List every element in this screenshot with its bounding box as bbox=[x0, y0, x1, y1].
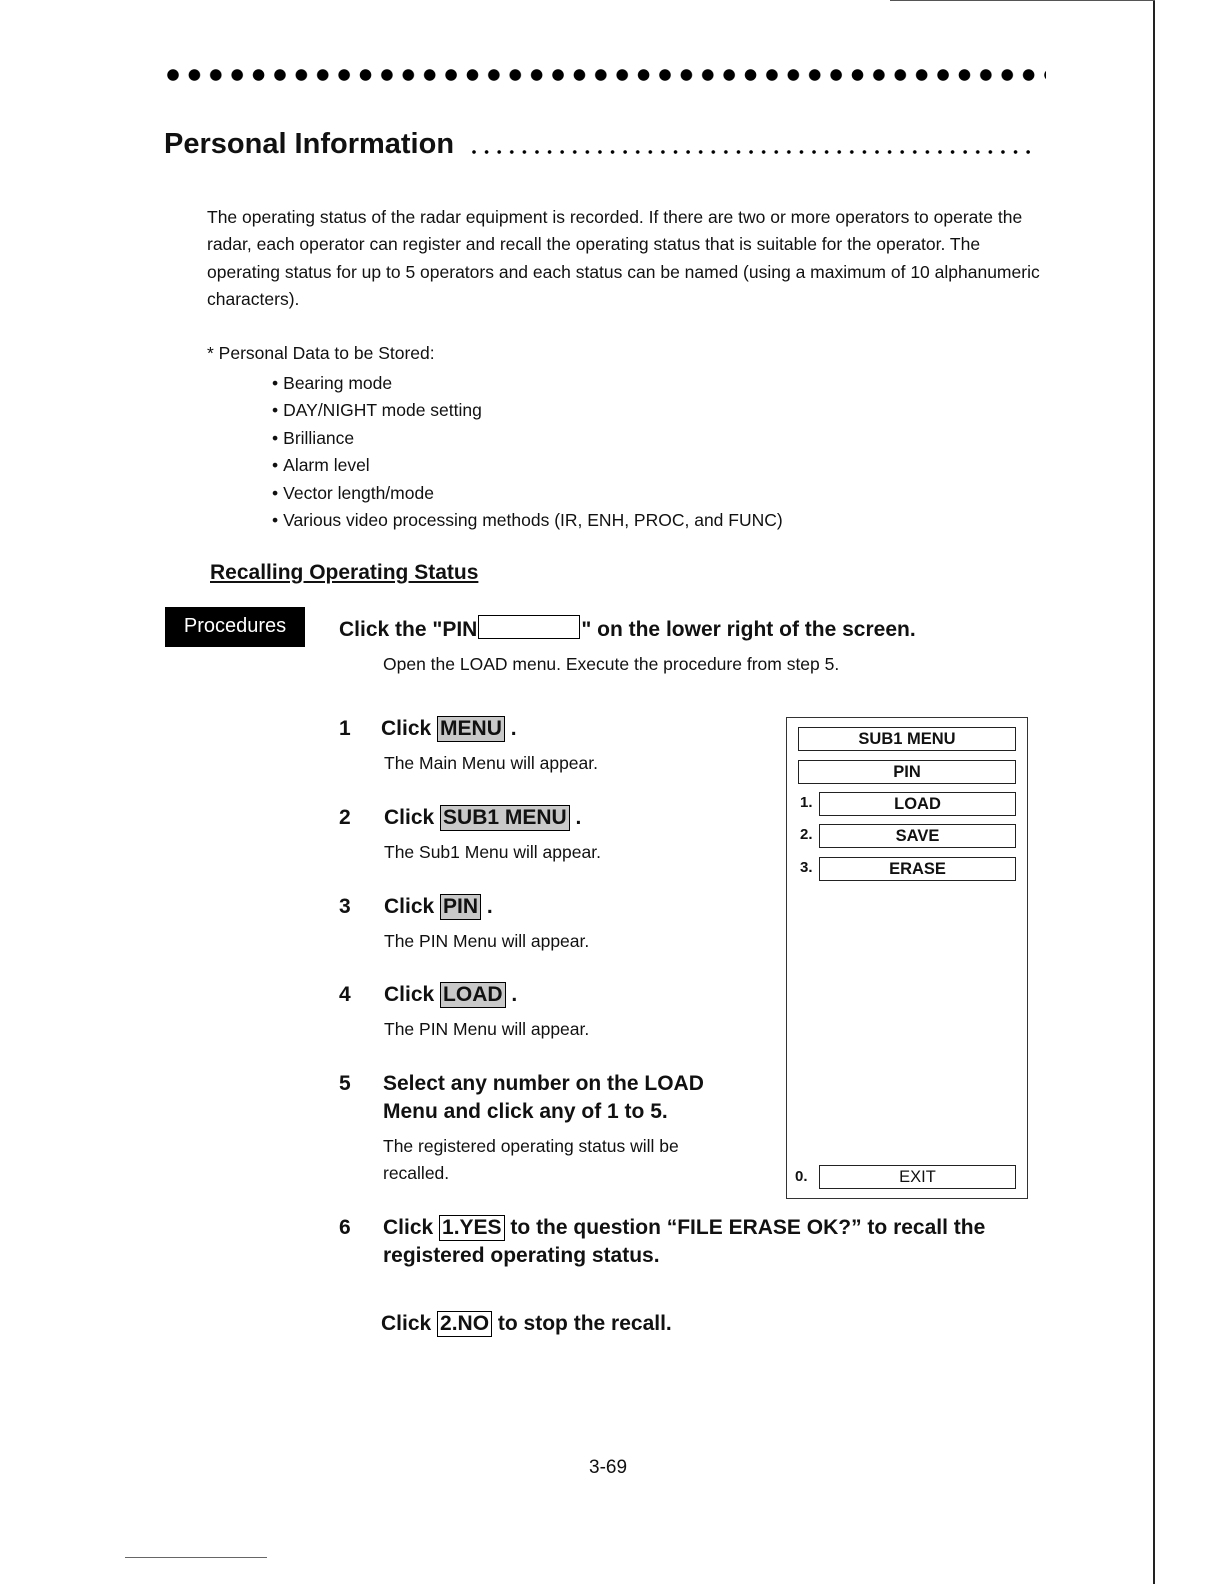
menu-item-erase[interactable]: ERASE bbox=[819, 857, 1016, 881]
step-4-heading bbox=[384, 982, 517, 1008]
intro-step-text-after: " on the lower right of the screen. bbox=[581, 618, 916, 641]
step-number: 5 bbox=[339, 1072, 351, 1095]
step-number: 4 bbox=[339, 983, 351, 1006]
stored-data-list bbox=[272, 370, 783, 534]
step-1-heading bbox=[381, 716, 517, 742]
pin-button-blank bbox=[478, 615, 580, 639]
intro-step-heading bbox=[339, 615, 916, 642]
step-prefix: Click bbox=[384, 806, 441, 829]
intro-text: The operating status of the radar equipment is recorded. If there are two or more operators to operate the radar, each operator can register and recall the operating status that is suitable for the operator. The operating status for up to 5 operators and each status can be named (using a maximum of 10 alphanumeric characters). bbox=[207, 207, 1040, 310]
stop-step-heading bbox=[381, 1311, 672, 1337]
step-suffix: to the question “FILE ERASE OK?” to recall the bbox=[504, 1216, 986, 1239]
page-edge-top bbox=[890, 0, 1155, 1]
step-number: 1 bbox=[339, 717, 351, 740]
step-5-heading-line2: Menu and click any of 1 to 5. bbox=[383, 1100, 668, 1123]
section-title: Personal Information bbox=[164, 128, 455, 160]
no-key: 2.NO bbox=[437, 1311, 492, 1337]
list-item: • DAY/NIGHT mode setting bbox=[272, 397, 783, 424]
stored-data-label: * Personal Data to be Stored: bbox=[207, 343, 435, 363]
step-suffix: . bbox=[504, 717, 517, 740]
page-number: 3-69 bbox=[589, 1457, 628, 1478]
menu-key: MENU bbox=[437, 716, 505, 742]
step-number: 3 bbox=[339, 895, 351, 918]
list-item: • Vector length/mode bbox=[272, 480, 783, 507]
scan-artifact-line bbox=[125, 1557, 267, 1558]
list-item: • Alarm level bbox=[272, 452, 783, 479]
stop-suffix: to stop the recall. bbox=[492, 1312, 672, 1335]
step-5-desc-line2: recalled. bbox=[383, 1163, 450, 1183]
title-dot-leader bbox=[472, 150, 1032, 156]
step-6-heading-line2: registered operating status. bbox=[383, 1244, 660, 1267]
list-item: • Various video processing methods (IR, ENH, PROC, and FUNC) bbox=[272, 507, 783, 534]
pin-key: PIN bbox=[440, 894, 481, 920]
page-edge-right bbox=[1153, 0, 1155, 1584]
step-prefix: Click bbox=[384, 983, 441, 1006]
intro-step-desc: Open the LOAD menu. Execute the procedure from step 5. bbox=[383, 654, 840, 674]
step-6-heading-line1 bbox=[383, 1215, 985, 1241]
step-5-heading-line1: Select any number on the LOAD bbox=[383, 1072, 704, 1095]
menu-exit-number: 0. bbox=[795, 1168, 808, 1185]
list-item: • Brilliance bbox=[272, 425, 783, 452]
step-prefix: Click bbox=[383, 1216, 440, 1239]
menu-item-number: 3. bbox=[800, 859, 813, 876]
step-4-desc: The PIN Menu will appear. bbox=[384, 1019, 590, 1039]
step-5-desc-line1: The registered operating status will be bbox=[383, 1136, 679, 1156]
step-1-desc: The Main Menu will appear. bbox=[384, 753, 598, 773]
step-3-desc: The PIN Menu will appear. bbox=[384, 931, 590, 951]
menu-title-box: SUB1 MENU bbox=[798, 727, 1016, 751]
load-key: LOAD bbox=[440, 982, 506, 1008]
step-suffix: . bbox=[505, 983, 518, 1006]
step-3-heading bbox=[384, 894, 493, 920]
procedures-badge: Procedures bbox=[165, 607, 305, 647]
menu-pin-box: PIN bbox=[798, 760, 1016, 784]
step-suffix: . bbox=[481, 895, 493, 918]
sub1-menu-panel bbox=[786, 717, 1028, 1199]
step-2-heading bbox=[384, 805, 581, 831]
step-suffix: . bbox=[569, 806, 582, 829]
menu-item-number: 1. bbox=[800, 794, 813, 811]
stop-prefix: Click bbox=[381, 1312, 438, 1335]
recalling-subheading: Recalling Operating Status bbox=[210, 561, 479, 584]
step-number: 2 bbox=[339, 806, 351, 829]
list-item: • Bearing mode bbox=[272, 370, 783, 397]
yes-key: 1.YES bbox=[439, 1215, 505, 1241]
step-prefix: Click bbox=[381, 717, 438, 740]
menu-item-load[interactable]: LOAD bbox=[819, 792, 1016, 816]
step-prefix: Click bbox=[384, 895, 441, 918]
menu-item-save[interactable]: SAVE bbox=[819, 824, 1016, 848]
step-number: 6 bbox=[339, 1216, 351, 1239]
dotted-header-rule bbox=[166, 68, 1046, 82]
menu-item-number: 2. bbox=[800, 826, 813, 843]
step-2-desc: The Sub1 Menu will appear. bbox=[384, 842, 601, 862]
intro-step-text-before: Click the "PIN bbox=[339, 618, 478, 641]
intro-paragraph bbox=[207, 204, 1047, 314]
menu-item-exit[interactable]: EXIT bbox=[819, 1165, 1016, 1189]
sub1-menu-key: SUB1 MENU bbox=[440, 805, 570, 831]
